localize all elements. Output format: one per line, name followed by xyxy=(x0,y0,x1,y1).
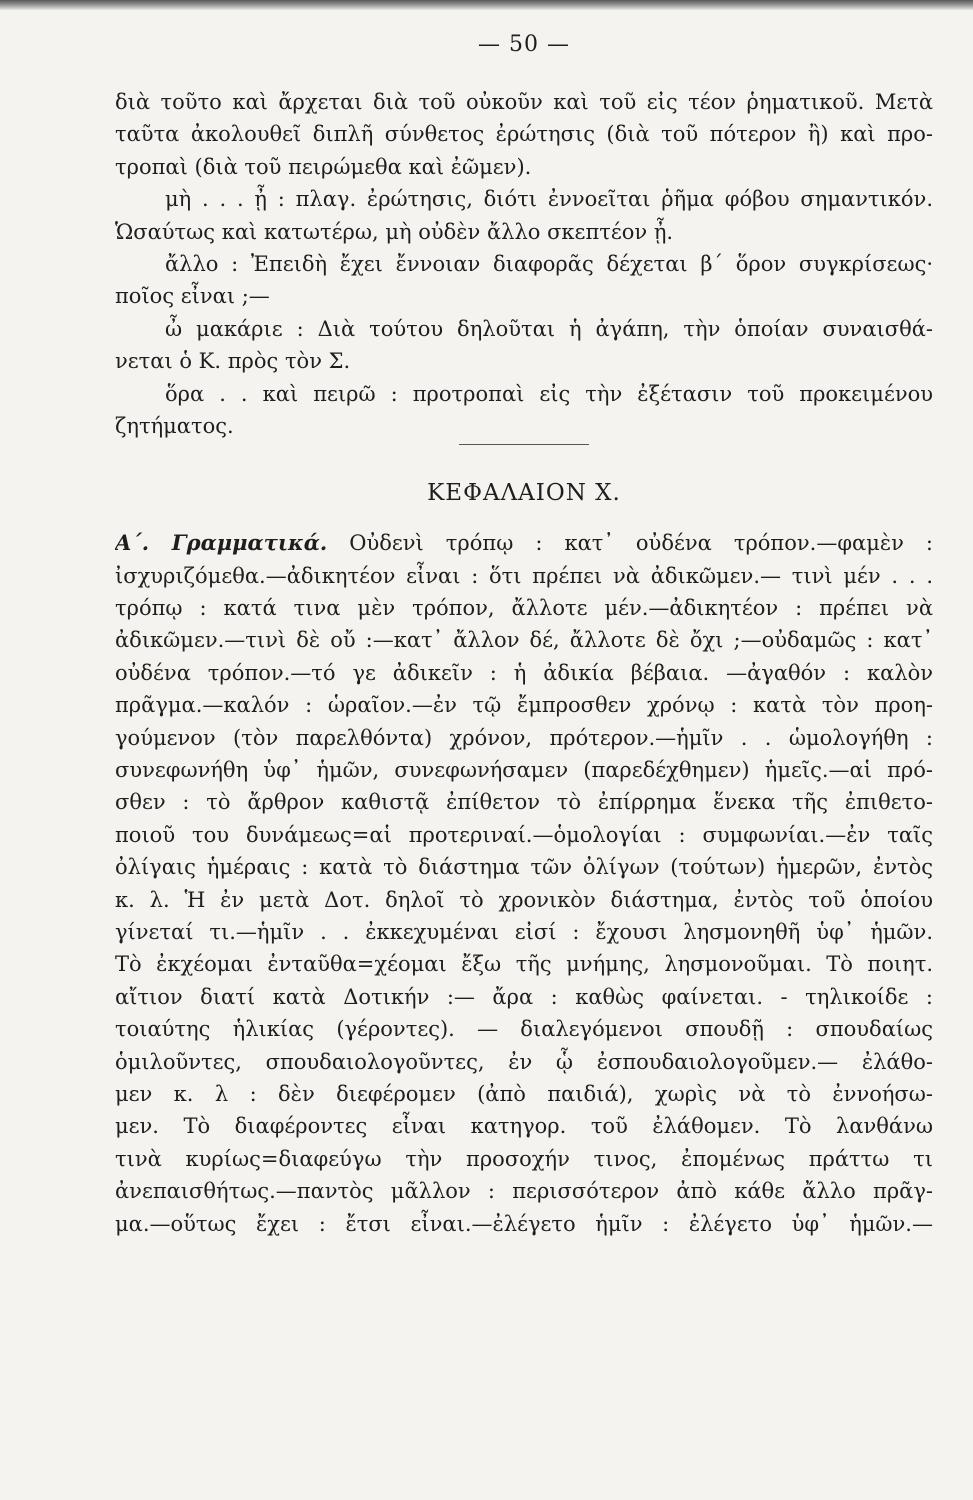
text-line: ὀλίγαις ἡμέραις : κατὰ τὸ διάστημα τῶν ὀλίγων (τούτων) ἡμερῶν, ἐντὸς xyxy=(115,855,933,880)
page-number: — 50 — xyxy=(478,32,570,57)
text-line: τροπαὶ (διὰ τοῦ πειρώμεθα καὶ ἐῶμεν). xyxy=(115,154,532,179)
text-line: ποῖος εἶναι ;— xyxy=(115,284,270,309)
text-line: σθεν : τὸ ἄρθρον καθιστᾷ ἐπίθετον τὸ ἐπίρρημα ἕνεκα τῆς ἐπιθετο- xyxy=(115,790,933,815)
text-line: τινὰ κυρίως=διαφεύγω τὴν προσοχήν τινος, ἐπομένως πράττω τι xyxy=(115,1146,933,1171)
text-line: ὦ μακάριε : Διὰ τούτου δηλοῦται ἡ ἀγάπη, τὴν ὁποίαν συναισθά- xyxy=(165,316,933,341)
text-line: ἄλλο : Ἐπειδὴ ἔχει ἔννοιαν διαφορᾶς δέχεται β´ ὅρον συγκρίσεως· xyxy=(165,251,933,276)
text-block-before-chapter xyxy=(115,86,933,442)
text-line: Τὸ ἐκχέομαι ἐνταῦθα=χέομαι ἔξω τῆς μνήμης, λησμονοῦμαι. Τὸ ποιητ. xyxy=(115,952,933,977)
text-line: γίνεταί τι.—ἡμῖν . . ἐκκεχυμέναι εἰσί : ἔχουσι λησμονηθῆ ὑφ᾿ ἡμῶν. xyxy=(115,919,933,944)
text-line: τρόπῳ : κατά τινα μὲν τρόπον, ἄλλοτε μέν.—ἀδικητέον : πρέπει νὰ xyxy=(115,596,933,621)
text-line: κ. λ. Ἡ ἐν μετὰ Δοτ. δηλοῖ τὸ χρονικὸν διάστημα, ἐντὸς τοῦ ὁποίου xyxy=(115,887,933,912)
text-line: πρᾶγμα.—καλόν : ὡραῖον.—ἐν τῷ ἔμπροσθεν χρόνῳ : κατὰ τὸν προη- xyxy=(115,693,933,718)
text-line: ποιοῦ του δυνάμεως=αἱ προτεριναί.—ὁμολογίαι : συμφωνίαι.—ἐν ταῖς xyxy=(115,822,933,847)
text-line: ὅρα . . καὶ πειρῶ : προτροπαὶ εἰς τὴν ἐξέτασιν τοῦ προκειμένου xyxy=(165,381,933,406)
book-page xyxy=(115,30,933,1240)
text-line: μα.—οὕτως ἔχει : ἔτσι εἶναι.—ἐλέγετο ἡμῖν : ἐλέγετο ὑφ᾿ ἡμῶν.— xyxy=(115,1211,933,1236)
text-line: νεται ὁ Κ. πρὸς τὸν Σ. xyxy=(115,349,351,374)
section-label: Α΄. Γραμματικά. xyxy=(115,530,328,556)
separator-rule xyxy=(459,444,589,445)
text-line: μὴ . . . ᾖ : πλαγ. ἐρώτησις, διότι ἐννοεῖται ῥῆμα φόβου σημαντικόν. xyxy=(165,187,933,212)
section-first-line xyxy=(115,527,933,559)
text-line: συνεφωνήθη ὑφ᾿ ἡμῶν, συνεφωνήσαμεν (παρεδέχθημεν) ἡμεῖς.—αἱ πρό- xyxy=(115,758,933,783)
text-line: ἀνεπαισθήτως.—παντὸς μᾶλλον : περισσότερον ἀπὸ κάθε ἄλλο πρᾶγ- xyxy=(115,1179,933,1204)
text-line: διὰ τοῦτο καὶ ἄρχεται διὰ τοῦ οὐκοῦν καὶ τοῦ εἰς τέον ῥηματικοῦ. Μετὰ xyxy=(115,90,933,114)
chapter-title: ΚΕΦΑΛΑΙΟΝ Χ. xyxy=(427,480,621,507)
scan-top-edge xyxy=(0,0,973,10)
text-line: μεν. Τὸ διαφέροντες εἶναι κατηγορ. τοῦ ἐλάθομεν. Τὸ λανθάνω xyxy=(115,1114,933,1139)
text-line: ταῦτα ἀκολουθεῖ διπλῆ σύνθετος ἐρώτησις (διὰ τοῦ πότερον ἢ) καὶ προ- xyxy=(115,122,933,147)
text-line: αἴτιον διατί κατὰ Δοτικήν :— ἄρα : καθὼς φαίνεται. - τηλικοίδε : xyxy=(115,984,933,1009)
text-line: γούμενον (τὸν παρελθόντα) χρόνον, πρότερον.—ἡμῖν . . ὡμολογήθη : xyxy=(115,725,933,750)
section-first-line-text: Οὐδενὶ τρόπῳ : κατ᾿ οὐδένα τρόπον.—φαμὲν : xyxy=(327,531,933,556)
text-line: ἀδικῶμεν.—τινὶ δὲ οὔ :—κατ᾿ ἄλλον δέ, ἄλλοτε δὲ ὄχι ;—οὐδαμῶς : κατ᾿ xyxy=(115,628,933,653)
text-line: οὐδένα τρόπον.—τό γε ἀδικεῖν : ἡ ἀδικία βέβαια. —ἀγαθόν : καλὸν xyxy=(115,660,933,685)
text-line: ἰσχυριζόμεθα.—ἀδικητέον εἶναι : ὅτι πρέπει νὰ ἀδικῶμεν.— τινὶ μέν . . . xyxy=(115,563,933,588)
text-line: ζητήματος. xyxy=(115,413,234,438)
text-line: Ὡσαύτως καὶ κατωτέρω, μὴ οὐδὲν ἄλλο σκεπτέον ᾖ. xyxy=(115,219,674,244)
text-line: τοιαύτης ἡλικίας (γέροντες). — διαλεγόμενοι σπουδῇ : σπουδαίως xyxy=(115,1017,933,1042)
text-block-after-chapter xyxy=(115,560,933,1240)
text-line: ὁμιλοῦντες, σπουδαιολογοῦντες, ἐν ᾧ ἐσπουδαιολογοῦμεν.— ἐλάθο- xyxy=(115,1049,933,1074)
text-line: μεν κ. λ : δὲν διεφέρομεν (ἀπὸ παιδιά), χωρὶς νὰ τὸ ἐννοήσω- xyxy=(115,1081,933,1106)
